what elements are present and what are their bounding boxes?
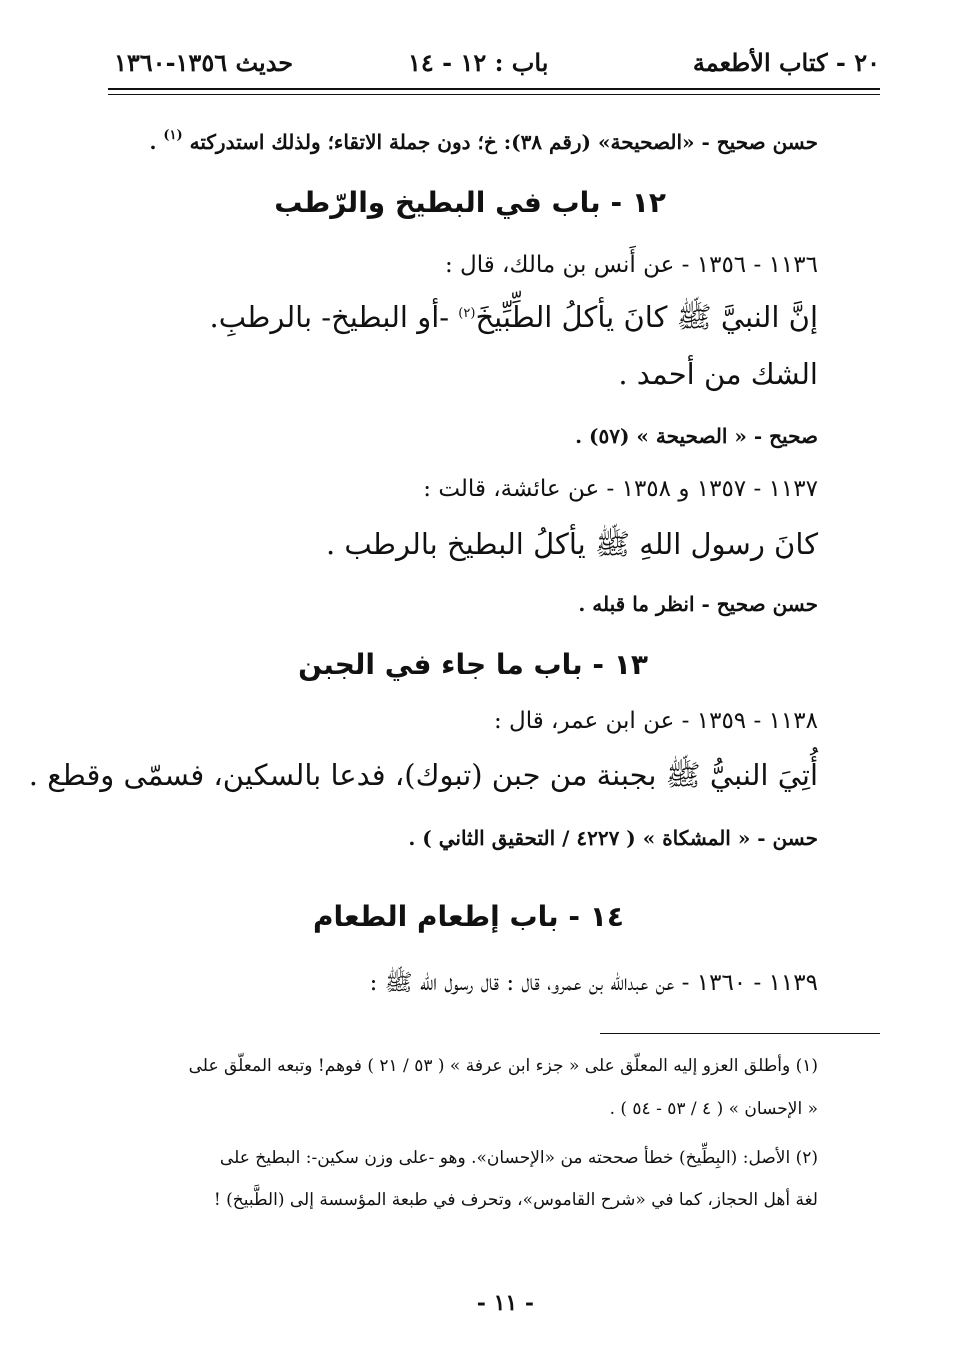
- running-header: [108, 48, 880, 88]
- hadith-extra-1136: الشك من أحمد .: [618, 357, 818, 391]
- hadith-number-1137: ١١٣٧ - ١٣٥٧ و ١٣٥٨ - عن عائشة، قالت :: [423, 476, 818, 502]
- bab-range: باب : ١٢ - ١٤: [408, 48, 549, 77]
- hadith-grade-1138: حسن - « المشكاة » ( ٤٢٢٧ / التحقيق الثاني ) .: [408, 826, 818, 850]
- hadith-grade-1136: صحيح - « الصحيحة » (٥٧) .: [575, 424, 818, 448]
- intro-grade: حسن صحيح - «الصحيحة» (رقم ٣٨): خ؛ دون جملة الاتقاء؛ ولذلك استدركته $^{(١)}$ .: [149, 128, 818, 154]
- footnote-separator: [600, 1033, 880, 1034]
- hadith-matn-1138: أُتِيَ النبيُّ ﷺ بجبنة من جبن (تبوك)، فدعا بالسكين، فسمّى وقطع .: [28, 758, 818, 792]
- hadith-number-1136: ١١٣٦ - ١٣٥٦ - عن أَنس بن مالك، قال :: [444, 252, 818, 278]
- chapter-title: ٢٠ - كتاب الأطعمة: [692, 48, 880, 77]
- section-title-12: ١٢ - باب في البطيخ والرّطب: [274, 186, 666, 219]
- header-rule-thin: [108, 94, 880, 95]
- footnote-ref-2[interactable]: (٢): [458, 306, 476, 321]
- hadith-number-1139: ١١٣٩ - ١٣٦٠ - عن عبدالله بن عمرو، قال : قال رسول الله ﷺ :: [369, 970, 818, 996]
- section-title-13: ١٣ - باب ما جاء في الجبن: [298, 648, 648, 681]
- hadith-number-1138: ١١٣٨ - ١٣٥٩ - عن ابن عمر، قال :: [493, 708, 818, 734]
- footnote-2-line-1: (٢) الأصل: (البِطِّيخ) خطأ صححته من «الإحسان». وهو -على وزن سكين-: البطيخ على: [219, 1148, 818, 1168]
- footnote-2-line-2: لغة أهل الحجاز، كما في «شرح القاموس»، وتحرف في طبعة المؤسسة إلى (الطَّبيخ) !: [213, 1190, 818, 1210]
- header-rule-thick: [108, 88, 880, 90]
- hadith-range: حديث ١٣٥٦-١٣٦٠: [114, 48, 294, 77]
- hadith-matn-1137: كانَ رسول اللهِ ﷺ يأكلُ البطيخ بالرطب .: [326, 527, 818, 561]
- footnote-1-line-1: (١) وأطلق العزو إليه المعلّق على « جزء ابن عرفة » ( ٥٣ / ٢١ ) فوهم! وتبعه المعلّق على: [188, 1056, 818, 1076]
- hadith-grade-1137: حسن صحيح - انظر ما قبله .: [578, 592, 818, 616]
- section-title-14: ١٤ - باب إطعام الطعام: [312, 900, 624, 933]
- footnote-1-line-2: « الإحسان » ( ٤ / ٥٣ - ٥٤ ) .: [609, 1099, 818, 1119]
- hadith-matn-1136: إنَّ النبيَّ ﷺ كانَ يأكلُ الطِّبِّيخَ$^{(٢)}$ -أو البطيخ- بالرطبِ.: [209, 300, 818, 334]
- page-number: - ١١ -: [476, 1290, 534, 1316]
- footnote-ref-1[interactable]: (١): [163, 128, 183, 143]
